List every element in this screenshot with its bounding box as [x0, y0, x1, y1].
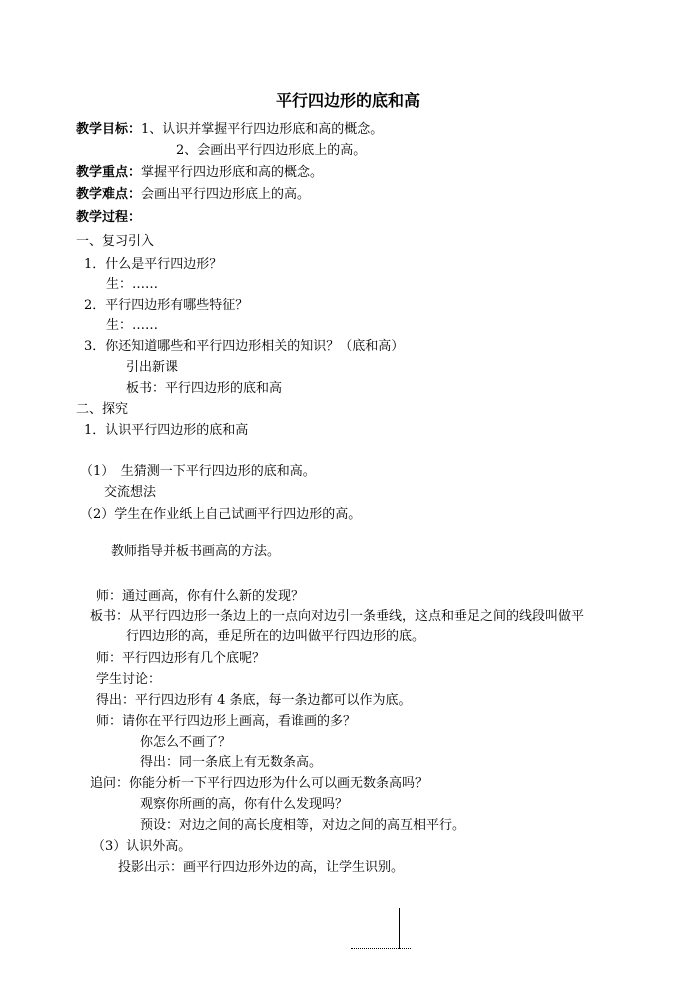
- student-answer-line: 生：……: [106, 277, 159, 292]
- step-line: （3）认识外高。: [92, 839, 192, 854]
- goal-label: 教学目标：: [76, 122, 142, 137]
- dialogue-line: 师：请你在平行四边形上画高，看谁画的多？: [96, 714, 357, 729]
- goal-row: [76, 123, 383, 136]
- question-line: 2．平行四边形有哪些特征？: [84, 298, 249, 313]
- text-line: 得出：同一条底上有无数条高。: [140, 755, 323, 770]
- goal-item-1: 1、认识并掌握平行四边形底和高的概念。: [141, 122, 384, 137]
- text-line: 投影出示：画平行四边形外边的高，让学生识别。: [118, 860, 405, 875]
- blackboard-line: 板书：平行四边形的底和高: [126, 381, 283, 396]
- dialogue-line: 师：通过画高，你有什么新的发现？: [96, 589, 305, 604]
- key-point-text: 掌握平行四边形底和高的概念。: [141, 165, 324, 180]
- page-title: 平行四边形的底和高: [275, 91, 420, 110]
- question-line: 1．什么是平行四边形？: [84, 257, 223, 272]
- section-heading: 一、复习引入: [76, 234, 155, 249]
- text-line: 观察你所画的高，你有什么发现吗？: [140, 797, 349, 812]
- difficulty-row: [76, 188, 310, 201]
- text-line: 预设：对边之间的高长度相等，对边之间的高互相平行。: [140, 818, 466, 833]
- text-line: 你怎么不画了？: [140, 735, 232, 750]
- step-line: （2）学生在作业纸上自己试画平行四边形的高。: [80, 507, 362, 522]
- step-line: （1） 生猜测一下平行四边形的底和高。: [80, 464, 316, 479]
- text-line: 得出：平行四边形有 4 条底，每一条边都可以作为底。: [96, 693, 412, 708]
- dialogue-line: 追问：你能分析一下平行四边形为什么可以画无数条高吗？: [90, 776, 429, 791]
- footer-vertical-line: [399, 908, 400, 949]
- difficulty-text: 会画出平行四边形底上的高。: [141, 187, 311, 202]
- subsection-heading: 1．认识平行四边形的底和高: [84, 423, 249, 438]
- goal-item-2: 2、会画出平行四边形底上的高。: [176, 143, 367, 158]
- process-label: 教学过程：: [76, 210, 142, 225]
- student-answer-line: 生：……: [106, 318, 159, 333]
- text-line: 学生讨论：: [96, 672, 162, 687]
- text-line: 教师指导并板书画高的方法。: [111, 544, 281, 559]
- key-point-label: 教学重点：: [76, 165, 142, 180]
- dialogue-line: 师：平行四边形有几个底呢？: [96, 651, 266, 666]
- text-line: 交流想法: [104, 485, 157, 500]
- footer-dotted-line: [351, 948, 411, 949]
- blackboard-line: 板书：从平行四边形一条边上的一点向对边引一条垂线，这点和垂足之间的线段叫做平: [90, 609, 585, 624]
- question-line: 3．你还知道哪些和平行四边形相关的知识？（底和高）: [84, 339, 405, 354]
- section-heading: 二、探究: [76, 402, 129, 417]
- key-point-row: [76, 166, 323, 179]
- blackboard-line-cont: 行四边形的高，垂足所在的边叫做平行四边形的底。: [126, 629, 426, 644]
- text-line: 引出新课: [126, 360, 179, 375]
- difficulty-label: 教学难点：: [76, 187, 142, 202]
